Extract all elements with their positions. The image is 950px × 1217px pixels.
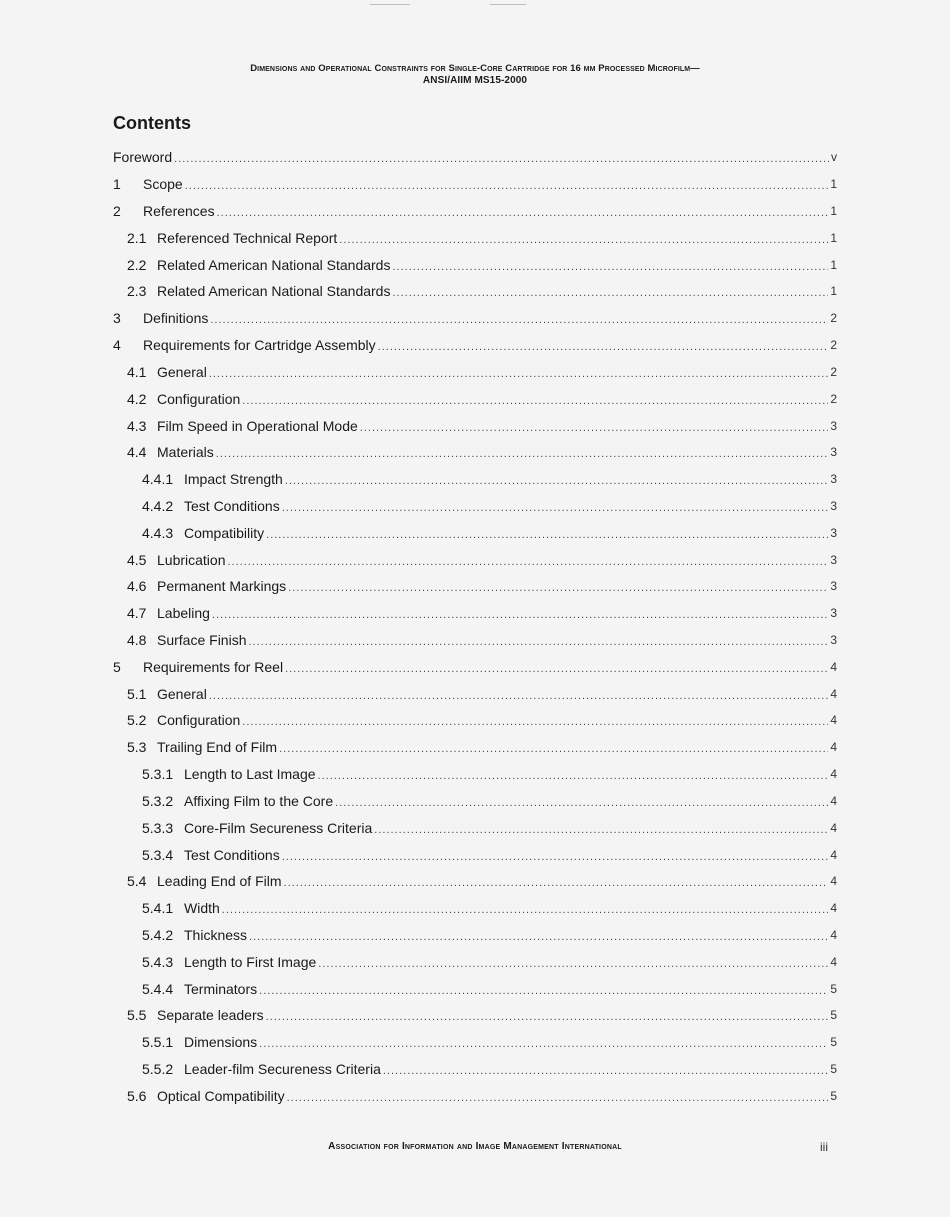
dot-leader [249, 929, 828, 945]
toc-entry-number: 5.4.2 [142, 926, 174, 943]
toc-entry[interactable] [0, 198, 950, 225]
toc-entry[interactable] [0, 171, 950, 198]
toc-entry[interactable] [0, 412, 950, 439]
toc-entry[interactable] [0, 439, 950, 466]
toc-entry-page: 5 [830, 981, 837, 996]
toc-entry-page: 3 [830, 606, 837, 621]
dot-leader [248, 634, 828, 650]
toc-entry[interactable] [0, 895, 950, 922]
toc-entry[interactable] [0, 948, 950, 975]
dot-leader [282, 849, 829, 865]
toc-entry[interactable] [0, 519, 950, 546]
toc-entry[interactable] [0, 332, 950, 359]
toc-entry-number: 2 [113, 203, 121, 220]
toc-entry-title: Configuration [157, 712, 241, 729]
toc-entry-page: 1 [830, 284, 837, 299]
toc-entry-title: Surface Finish [157, 632, 247, 649]
dot-leader [374, 822, 828, 838]
header-title: Dimensions and Operational Constraints for Single-Core Cartridge for 16 mm Processed Microfilm— [250, 63, 700, 74]
toc-entry[interactable] [0, 627, 950, 654]
toc-entry-number: 4.2 [127, 390, 147, 407]
toc-entry-number: 5.3.1 [142, 766, 174, 783]
toc-entry-page: 4 [830, 874, 837, 889]
toc-entry-title: Leading End of Film [157, 873, 282, 890]
toc-entry-number: 5.3 [127, 739, 147, 756]
toc-entry-number: 5.3.4 [142, 846, 174, 863]
toc-entry-title: Labeling [157, 605, 210, 622]
toc-entry-page: 1 [830, 177, 837, 192]
toc-entry-page: 4 [830, 901, 837, 916]
toc-entry-title: Requirements for Cartridge Assembly [143, 337, 376, 354]
toc-entry-title: Materials [157, 444, 214, 461]
dot-leader [378, 339, 829, 355]
toc-entry-number: 2.3 [127, 283, 147, 300]
toc-entry[interactable] [0, 734, 950, 761]
dot-leader [287, 1090, 829, 1106]
toc-entry-page: 5 [830, 1062, 837, 1077]
dot-leader [217, 205, 829, 221]
toc-entry-title: Permanent Markings [157, 578, 287, 595]
toc-entry-page: 1 [830, 204, 837, 219]
toc-entry-number: 5.1 [127, 685, 147, 702]
scan-artifact [490, 4, 526, 5]
toc-entry-number: 4 [113, 337, 121, 354]
toc-entry-page: 5 [830, 1008, 837, 1023]
toc-entry-page: 5 [830, 1035, 837, 1050]
toc-entry[interactable] [0, 707, 950, 734]
toc-entry-number: 5.6 [127, 1087, 147, 1104]
toc-entry-page: 3 [830, 498, 837, 513]
toc-entry-page: 2 [830, 364, 837, 379]
toc-entry[interactable] [0, 761, 950, 788]
toc-entry-number: 4.4.3 [142, 524, 174, 541]
toc-entry-number: 4.4 [127, 444, 147, 461]
toc-entry-title: Related American National Standards [157, 256, 391, 273]
scan-artifact [370, 4, 410, 5]
toc-entry[interactable] [0, 680, 950, 707]
toc-entry-title: Foreword [113, 149, 173, 166]
toc-entry-title: Separate leaders [157, 1007, 264, 1024]
dot-leader [174, 151, 829, 167]
toc-entry[interactable] [0, 841, 950, 868]
toc-entry[interactable] [0, 278, 950, 305]
dot-leader [266, 527, 828, 543]
toc-entry-page: 3 [830, 525, 837, 540]
toc-entry[interactable] [0, 305, 950, 332]
toc-entry-title: Compatibility [184, 524, 265, 541]
dot-leader [266, 1009, 829, 1025]
dot-leader [318, 956, 828, 972]
dot-leader [335, 795, 828, 811]
toc-entry-title: Optical Compatibility [157, 1087, 285, 1104]
dot-leader [209, 366, 829, 382]
toc-entry-number: 1 [113, 176, 121, 193]
toc-entry-number: 4.7 [127, 605, 147, 622]
dot-leader [212, 607, 828, 623]
toc-entry-page: 4 [830, 767, 837, 782]
dot-leader [210, 312, 828, 328]
toc-entry-title: General [157, 363, 207, 380]
toc-entry-number: 5.5.1 [142, 1034, 174, 1051]
toc-entry-title: Impact Strength [184, 471, 283, 488]
toc-entry-number: 5.3.3 [142, 819, 174, 836]
toc-entry-page: 2 [830, 311, 837, 326]
toc-entry-page: 4 [830, 820, 837, 835]
toc-entry-page: 3 [830, 445, 837, 460]
toc-entry-number: 4.8 [127, 632, 147, 649]
toc-entry-title: Test Conditions [184, 846, 280, 863]
page-number: iii [820, 1140, 828, 1154]
toc-entry-page: 4 [830, 740, 837, 755]
dot-leader [383, 1063, 828, 1079]
dot-leader [242, 714, 828, 730]
dot-leader [222, 902, 829, 918]
dot-leader [282, 500, 829, 516]
dot-leader [360, 420, 829, 436]
toc-entry-title: General [157, 685, 207, 702]
toc-entry-number: 2.1 [127, 229, 147, 246]
toc-entry-number: 5.4.4 [142, 980, 174, 997]
toc-entry-page: 3 [830, 418, 837, 433]
toc-entry[interactable] [0, 1082, 950, 1109]
toc-entry-page: 4 [830, 927, 837, 942]
dot-leader [216, 446, 829, 462]
toc-entry-number: 4.5 [127, 551, 147, 568]
toc-entry-title: Test Conditions [184, 497, 280, 514]
toc-entry-page: 1 [830, 257, 837, 272]
toc-entry-number: 5.5 [127, 1007, 147, 1024]
toc-entry-number: 5.3.2 [142, 792, 174, 809]
toc-entry-title: References [143, 203, 215, 220]
dot-leader [185, 178, 829, 194]
toc-entry-page: 5 [830, 1088, 837, 1103]
toc-entry-number: 5.2 [127, 712, 147, 729]
running-header [0, 63, 950, 87]
toc-entry-number: 4.4.2 [142, 497, 174, 514]
table-of-contents [0, 144, 950, 1109]
running-footer: Association for Information and Image Management International [328, 1141, 622, 1152]
toc-entry[interactable] [0, 1029, 950, 1056]
toc-entry-number: 5.4 [127, 873, 147, 890]
toc-entry-page: 4 [830, 713, 837, 728]
toc-entry-title: Film Speed in Operational Mode [157, 417, 358, 434]
toc-entry-number: 3 [113, 310, 121, 327]
dot-leader [228, 554, 829, 570]
toc-entry[interactable] [0, 814, 950, 841]
toc-entry-title: Core-Film Secureness Criteria [184, 819, 373, 836]
toc-entry-title: Leader-film Secureness Criteria [184, 1061, 381, 1078]
toc-entry-page: 1 [830, 230, 837, 245]
dot-leader [339, 232, 828, 248]
toc-entry-number: 4.6 [127, 578, 147, 595]
dot-leader [279, 741, 828, 757]
dot-leader [392, 259, 828, 275]
header-standard-id: ANSI/AIIM MS15-2000 [422, 75, 528, 86]
toc-entry-page: v [831, 150, 837, 165]
toc-entry-title: Affixing Film to the Core [184, 792, 334, 809]
toc-entry-page: 4 [830, 793, 837, 808]
toc-entry-title: Thickness [184, 926, 248, 943]
toc-entry-page: 3 [830, 579, 837, 594]
toc-entry[interactable] [0, 1002, 950, 1029]
toc-entry-page: 4 [830, 847, 837, 862]
toc-entry-title: Definitions [143, 310, 209, 327]
toc-entry-page: 4 [830, 954, 837, 969]
toc-entry-title: Requirements for Reel [143, 658, 284, 675]
toc-entry-number: 5.4.1 [142, 900, 174, 917]
contents-heading: Contents [113, 113, 191, 133]
toc-entry[interactable] [0, 359, 950, 386]
toc-entry-title: Trailing End of Film [157, 739, 278, 756]
toc-entry-title: Configuration [157, 390, 241, 407]
toc-entry-page: 2 [830, 391, 837, 406]
toc-entry-page: 4 [830, 659, 837, 674]
toc-entry[interactable] [0, 144, 950, 171]
toc-entry-page: 3 [830, 633, 837, 648]
toc-entry[interactable] [0, 788, 950, 815]
dot-leader [259, 983, 828, 999]
toc-entry[interactable] [0, 224, 950, 251]
toc-entry[interactable] [0, 385, 950, 412]
toc-entry[interactable] [0, 466, 950, 493]
toc-entry-title: Terminators [184, 980, 258, 997]
toc-entry-number: 4.3 [127, 417, 147, 434]
toc-entry-title: Referenced Technical Report [157, 229, 338, 246]
toc-entry-title: Length to Last Image [184, 766, 316, 783]
toc-entry-number: 5.5.2 [142, 1061, 174, 1078]
toc-entry[interactable] [0, 975, 950, 1002]
toc-entry[interactable] [0, 573, 950, 600]
toc-entry[interactable] [0, 653, 950, 680]
dot-leader [209, 688, 829, 704]
toc-entry-number: 4.1 [127, 363, 147, 380]
toc-entry-title: Lubrication [157, 551, 226, 568]
dot-leader [259, 1036, 828, 1052]
dot-leader [318, 768, 829, 784]
toc-entry-number: 4.4.1 [142, 471, 174, 488]
dot-leader [284, 875, 829, 891]
toc-entry-title: Related American National Standards [157, 283, 391, 300]
toc-entry-number: 5 [113, 658, 121, 675]
toc-entry-page: 4 [830, 686, 837, 701]
toc-entry-page: 3 [830, 472, 837, 487]
toc-entry-number: 2.2 [127, 256, 147, 273]
toc-entry-title: Width [184, 900, 220, 917]
dot-leader [285, 661, 828, 677]
toc-entry[interactable] [0, 922, 950, 949]
toc-entry[interactable] [0, 1056, 950, 1083]
toc-entry-number: 5.4.3 [142, 953, 174, 970]
toc-entry-title: Length to First Image [184, 953, 317, 970]
dot-leader [392, 285, 828, 301]
toc-entry-page: 2 [830, 338, 837, 353]
toc-entry-page: 3 [830, 552, 837, 567]
toc-entry[interactable] [0, 251, 950, 278]
toc-entry[interactable] [0, 493, 950, 520]
dot-leader [288, 580, 828, 596]
toc-entry[interactable] [0, 546, 950, 573]
dot-leader [242, 393, 828, 409]
toc-entry[interactable] [0, 600, 950, 627]
toc-entry-title: Dimensions [184, 1034, 258, 1051]
toc-entry-title: Scope [143, 176, 183, 193]
toc-entry[interactable] [0, 868, 950, 895]
dot-leader [285, 473, 828, 489]
